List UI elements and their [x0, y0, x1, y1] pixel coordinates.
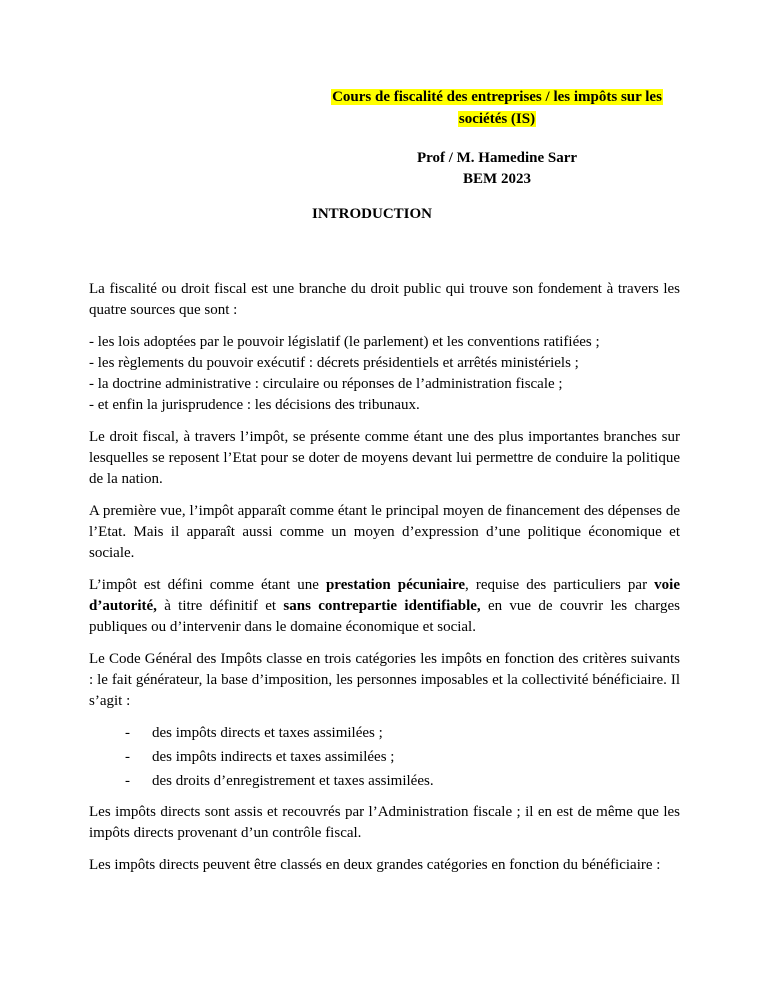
paragraph-code-general: Le Code Général des Impôts classe en trois catégories les impôts en fonction des critères suivants : le fait générateur, la base d’imposition, les personnes imposables et la collectivité bénéficiaire. Il s’agit :: [89, 651, 680, 709]
category-item-text: des impôts directs et taxes assimilées ;: [152, 725, 383, 741]
list-dash: -: [125, 773, 130, 789]
source-item: - et enfin la jurisprudence : les décisions des tribunaux.: [89, 397, 420, 413]
paragraph-intro: La fiscalité ou droit fiscal est une branche du droit public qui trouve son fondement à travers les quatre sources que sont :: [89, 281, 680, 318]
author-block: [277, 148, 717, 190]
paragraph-impots-directs: Les impôts directs sont assis et recouvrés par l’Administration fiscale ; il en est de même que les impôts directs provenant d’un contrôle fiscal.: [89, 804, 680, 841]
text-segment: L’impôt est défini comme étant une: [89, 577, 326, 593]
categories-list: [89, 723, 680, 792]
paragraph-definition: [89, 575, 680, 638]
sources-list: [89, 332, 680, 416]
category-item-text: des impôts indirects et taxes assimilées ;: [152, 749, 395, 765]
course-title-line2: sociétés (IS): [458, 111, 536, 127]
source-item: - les règlements du pouvoir exécutif : décrets présidentiels et arrêtés ministériels ;: [89, 355, 579, 371]
text-segment: en vue de couvrir les charges publiques ou d’intervenir dans le domaine économique et social.: [89, 598, 680, 635]
category-item: [125, 747, 680, 768]
text-segment: à titre définitif et: [156, 598, 284, 614]
course-title: [277, 86, 717, 130]
course-title-line2-wrap: [277, 108, 717, 130]
bold-text-segment: sans contrepartie identifiable,: [283, 598, 481, 614]
paragraph-premiere-vue: A première vue, l’impôt apparaît comme étant le principal moyen de financement des dépenses de l’Etat. Mais il apparaît aussi comme un moyen d’expression d’une politique économique et sociale.: [89, 503, 680, 561]
paragraph-droit-fiscal: Le droit fiscal, à travers l’impôt, se présente comme étant une des plus importantes branches sur lesquelles se reposent l’Etat pour se doter de moyens devant lui permettre de conduire la politique de la nation.: [89, 429, 680, 487]
list-dash: -: [125, 725, 130, 741]
source-item: - les lois adoptées par le pouvoir législatif (le parlement) et les conventions ratifiées ;: [89, 334, 600, 350]
list-dash: -: [125, 749, 130, 765]
course-title-line1-wrap: [277, 86, 717, 108]
bold-text-segment: prestation pécuniaire: [325, 577, 466, 593]
professor-name: Prof / M. Hamedine Sarr: [416, 150, 578, 166]
paragraph-deux-categories: Les impôts directs peuvent être classés en deux grandes catégories en fonction du bénéficiaire :: [89, 857, 661, 873]
bold-text-segment: voie d’autorité,: [89, 577, 680, 614]
text-segment: , requise des particuliers par: [465, 577, 655, 593]
source-item: - la doctrine administrative : circulaire ou réponses de l’administration fiscale ;: [89, 376, 563, 392]
session-year: BEM 2023: [463, 171, 531, 187]
section-heading: INTRODUCTION: [312, 206, 433, 222]
category-item: [125, 723, 680, 744]
category-item-text: des droits d’enregistrement et taxes assimilées.: [152, 773, 434, 789]
category-item: [125, 771, 680, 792]
course-title-line1: Cours de fiscalité des entreprises / les impôts sur les: [332, 89, 662, 105]
